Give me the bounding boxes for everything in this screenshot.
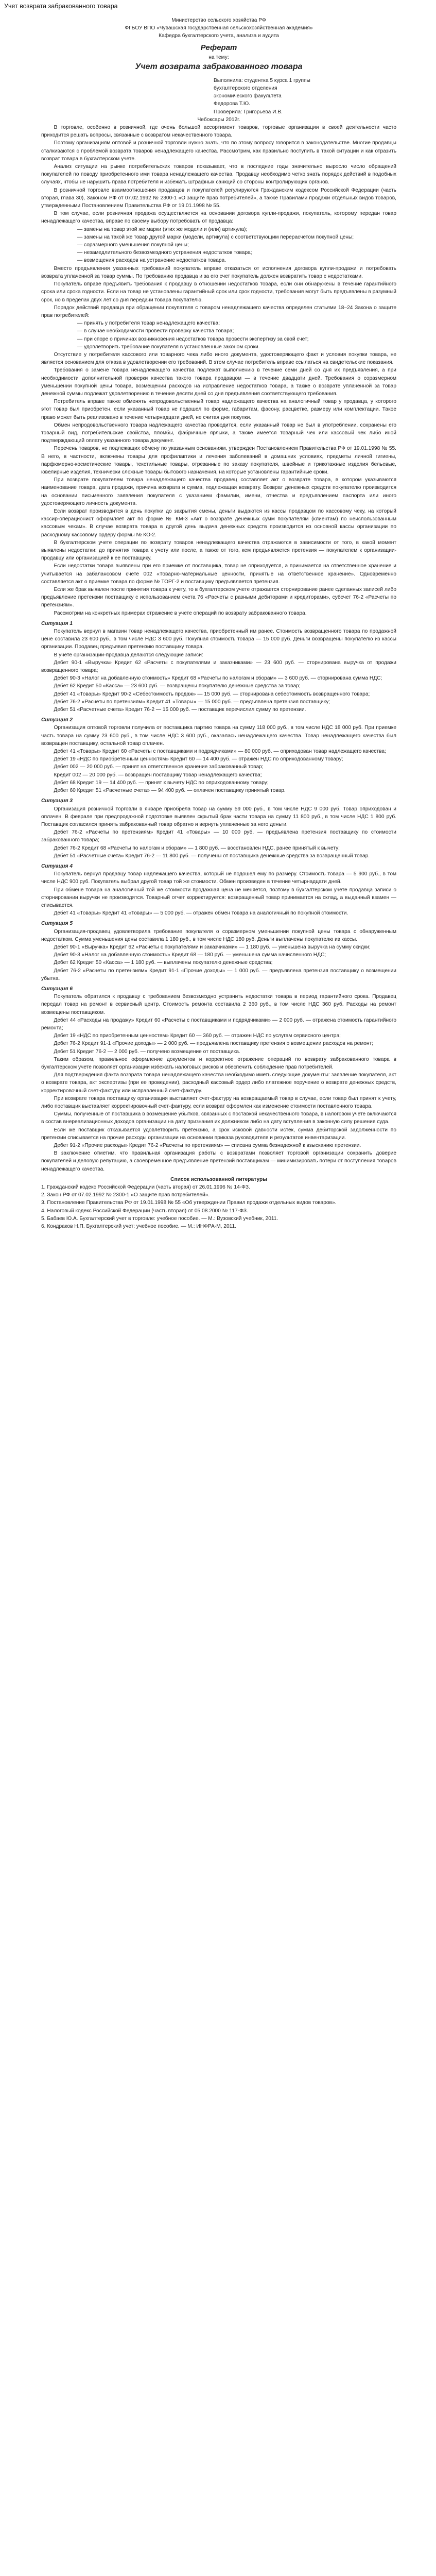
paragraph: При возврате покупателем товара ненадлежащего качества продавец составляет акт о возврате товара, в котором указываются наименование товара, дата продажи, причина возврата и сумма, подлежащая возврату. Возврат денежных средств покупателю производится на основании письменного заявления покупателя с указанием фамилии, имени, отчества и предъявлением паспорта или иного удостоверяющего личность документа. <box>41 477 396 506</box>
section-heading: Ситуация 2 <box>41 717 73 723</box>
list-item: — незамедлительного безвозмездного устранения недостатков товара; <box>77 250 252 256</box>
section-heading: Ситуация 3 <box>41 798 73 804</box>
paragraph: При обмене товара на аналогичный той же стоимости продажная цена не меняется, поэтому в бухгалтерском учете продавца записи о сторнировании выручки не производятся. Товарный отчет корректируется: возвращенный товар принимается на склад, а выданный взамен — списывается. <box>41 887 396 908</box>
paragraph: Для подтверждения факта возврата товара ненадлежащего качества необходимо иметь следующие документы: заявление покупателя, акт о возврате товара, акт экспертизы (при ее проведении), расходный кассовый ордер либо платежное поручение о возврате денежных средств, корректировочный счет-фактуру или исправленный счет-фактуру. <box>41 1072 396 1094</box>
paragraph: Вместо предъявления указанных требований покупатель вправе отказаться от исполнения договора купли-продажи и потребовать возврата уплаченной за товар суммы. По требованию продавца и за его счет покупатель должен возвратить товар с недостатками. <box>41 265 396 279</box>
paragraph: Если недостатки товара выявлены при его приемке от поставщика, товар не оприходуется, а принимается на ответственное хранение и учитывается на забалансовом счете 002 «Товарно-материальные ценности, принятые на ответственное хранение». Одновременно составляется акт о приемке товара по форме № ТОРГ-2 и поставщику предъявляется претензия. <box>41 563 396 585</box>
paragraph: Организация розничной торговли в январе приобрела товар на сумму 59 000 руб., в том числе НДС 9 000 руб. Товар оприходован и оплачен. В феврале при предпродажной подготовке выявлен скрытый брак части товара на сумму 11 800 руб., в том числе НДС 1 800 руб. Поставщик согласился принять забракованный товар обратно и вернуть уплаченные за него деньги. <box>41 806 396 827</box>
paragraph: Отсутствие у потребителя кассового или товарного чека либо иного документа, удостоверяющего факт и условия покупки товара, не является основанием для отказа в удовлетворении его требований. В этом случае потребитель вправе ссылаться на свидетельские показания. <box>41 351 396 366</box>
paragraph: В заключение отметим, что правильная организация работы с возвратами позволяет торговой организации сохранить доверие покупателей и деловую репутацию, а своевременное предъявление претензий поставщикам — минимизировать потери от поступления товаров ненадлежащего качества. <box>41 1150 396 1172</box>
paragraph: Суммы, полученные от поставщика в возмещение убытков, связанных с поставкой некачественного товара, в налоговом учете включаются в состав внереализационных доходов организации на дату признания их должником либо на дату вступления в законную силу решения суда. <box>41 1111 396 1125</box>
list-item: — соразмерного уменьшения покупной цены; <box>77 242 189 248</box>
paragraph: Чебоксары 2012г. <box>197 116 240 123</box>
paragraph: Дебет 41 «Товары» Кредит 41 «Товары» — 5 000 руб. — отражен обмен товара на аналогичный по покупной стоимости. <box>54 910 348 917</box>
paragraph: В торговле, особенно в розничной, где очень большой ассортимент товаров, торговые организации в своей деятельности часто приходится решать вопросы, связанные с возвратом некачественного товара. <box>41 125 396 139</box>
list-item: — замены на товар этой же марки (этих же модели и (или) артикула); <box>77 226 248 232</box>
paragraph: Организация-продавец удовлетворила требование покупателя о соразмерном уменьшении покупной цены товара с обнаруженным недостатком. Сумма уменьшения цены составила 1 180 руб., в том числе НДС 180 руб. Деньги выплачены покупателю из кассы. <box>41 928 396 942</box>
author-line: Федорова Т.Ю. <box>214 101 250 107</box>
paragraph: ФГБОУ ВПО «Чувашская государственная сельскохозяйственная академия» <box>125 25 313 31</box>
paragraph: Дебет 90-3 «Налог на добавленную стоимость» Кредит 68 «Расчеты по налогам и сборам» — 3 600 руб. — сторнирована сумма НДС; <box>54 675 382 682</box>
section-heading: Ситуация 1 <box>41 620 73 626</box>
paragraph: Дебет 90-1 «Выручка» Кредит 62 «Расчеты с покупателями и заказчиками» — 23 600 руб. — сторнирована выручка от продажи возвращенного товара; <box>41 659 396 674</box>
paragraph: Дебет 91-2 «Прочие расходы» Кредит 76-2 «Расчеты по претензиям» — списана сумма безнадежной к взысканию претензии. <box>54 1143 361 1149</box>
list-item: — принять у потребителя товар ненадлежащего качества; <box>77 320 220 327</box>
paragraph: Дебет 62 Кредит 50 «Касса» — 1 180 руб. — выплачены покупателю денежные средства; <box>54 960 273 966</box>
paragraph: Дебет 90-1 «Выручка» Кредит 62 «Расчеты с покупателями и заказчиками» — 1 180 руб. — уменьшена выручка на сумму скидки; <box>54 944 371 950</box>
report-heading: Реферат <box>200 43 237 52</box>
report-subject: Учет возврата забракованного товара <box>135 62 303 71</box>
paragraph: Покупатель обратился к продавцу с требованием безвозмездно устранить недостатки товара в период гарантийного срока. Продавец передал товар на ремонт в сервисный центр. Стоимость ремонта составила 2 360 руб., в том числе НДС 360 руб. Расходы на ремонт возмещены поставщиком. <box>41 994 396 1015</box>
list-item: — замены на такой же товар другой марки (модели, артикула) с соответствующим перерасчетом покупной цены; <box>77 234 354 240</box>
paragraph: Дебет 19 «НДС по приобретенным ценностям» Кредит 60 — 360 руб. — отражен НДС по услугам сервисного центра; <box>54 1033 341 1039</box>
paragraph: Таким образом, правильное оформление документов и корректное отражение операций по возврату забракованного товара в бухгалтерском учете позволяет организации избежать налоговых рисков и обеспечить соблюдение прав потребителей. <box>41 1056 396 1070</box>
paragraph: Кафедра бухгалтерского учета, анализа и аудита <box>159 33 279 39</box>
paragraph: В бухгалтерском учете операции по возврату товаров ненадлежащего качества отражаются в зависимости от того, в какой момент выявлены недостатки: до принятия товара к учету или после, а также от того, кем предъявляется претензия — покупателем к организации-продавцу или организацией к ее поставщику. <box>41 539 396 562</box>
paragraph: Министерство сельского хозяйства РФ <box>171 18 266 23</box>
paragraph: Рассмотрим на конкретных примерах отражение в учете операций по возврату забракованного товара. <box>54 610 307 616</box>
paragraph: Покупатель вправе предъявить требования к продавцу в отношении недостатков товара, если они обнаружены в течение гарантийного срока или срока годности. Если на товар не установлены гарантийный срок или срок годности, требования могут быть предъявлены в разумный срок, но в пределах двух лет со дня передачи товара покупателю. <box>41 281 396 303</box>
paragraph: Дебет 19 «НДС по приобретенным ценностям» Кредит 60 — 14 400 руб. — отражен НДС по оприходованному товару; <box>54 756 343 762</box>
paragraph: 5. Бабаев Ю.А. Бухгалтерский учет в торговле: учебное пособие. — М.: Вузовский учебник, 2011. <box>41 1215 278 1222</box>
section-heading: Список использованной литературы <box>170 1176 267 1182</box>
paragraph: 4. Налоговый кодекс Российской Федерации (часть вторая) от 05.08.2000 № 117-ФЗ. <box>41 1208 248 1214</box>
paragraph: При возврате товара поставщику организация выставляет счет-фактуру на возвращаемый товар в случае, если товар был принят к учету, либо поставщик выставляет корректировочный счет-фактуру, если возврат оформлен как изменение стоимости поставленного товара. <box>41 1095 396 1110</box>
document-title: Учет возврата забракованного товара <box>4 3 118 10</box>
document-body <box>41 16 396 1230</box>
paragraph: Анализ ситуации на рынке потребительских товаров показывает, что в последние годы значительно выросло число обращений покупателей по поводу приобретенного ими товара ненадлежащего качества. Продавцу необходимо четко знать порядок действий в подобных случаях, чтобы не нарушить права потребителя и избежать штрафных санкций со стороны контролирующих органов. <box>41 164 396 185</box>
paragraph: Дебет 002 — 20 000 руб. — принят на ответственное хранение забракованный товар; <box>54 764 264 770</box>
paragraph: Дебет 76-2 «Расчеты по претензиям» Кредит 91-1 «Прочие доходы» — 1 000 руб. — предъявлена претензия поставщику о возмещении убытка. <box>41 968 396 981</box>
paragraph: Порядок действий продавца при обращении покупателя с товаром ненадлежащего качества определен статьями 18–24 Закона о защите прав потребителей: <box>41 304 396 318</box>
paragraph: Если же брак выявлен после принятия товара к учету, то в бухгалтерском учете отражается сторнирование ранее сделанных записей либо предъявление претензии поставщику с использованием счета 76 «Расчеты с разными дебиторами и кредиторами», субсчет 76-2 «Расчеты по претензиям». <box>41 587 396 608</box>
list-item: — в случае необходимости провести проверку качества товара; <box>77 328 234 334</box>
paragraph: Организация оптовой торговли получила от поставщика партию товара на сумму 118 000 руб., в том числе НДС 18 000 руб. При приемке часть товара на сумму 23 600 руб., в том числе НДС 3 600 руб., оказалась ненадлежащего качества. Товар ненадлежащего качества был возвращен поставщику, остальной товар оплачен. <box>41 725 396 747</box>
paragraph: Обмен непродовольственного товара надлежащего качества проводится, если указанный товар не был в употреблении, сохранены его товарный вид, потребительские свойства, пломбы, фабричные ярлыки, а также имеется товарный чек или кассовый чек либо иной подтверждающий оплату указанного товара документ. <box>41 422 396 444</box>
paragraph: Покупатель вернул продавцу товар надлежащего качества, который не подошел ему по размеру. Стоимость товара — 5 900 руб., в том числе НДС 900 руб. Покупатель выбрал другой товар той же стоимости. Обмен произведен в течение четырнадцати дней. <box>41 871 396 885</box>
paragraph: В розничной торговле взаимоотношения продавцов и покупателей регулируются Гражданским кодексом Российской Федерации (часть вторая, глава 30), Законом РФ от 07.02.1992 № 2300-1 «О защите прав потребителей», а также Правилами продажи отдельных видов товаров, утвержденными Постановлением Правительства РФ от 19.01.1998 № 55. <box>41 187 396 209</box>
paragraph: на тему: <box>208 54 229 60</box>
paragraph: Дебет 44 «Расходы на продажу» Кредит 60 «Расчеты с поставщиками и подрядчиками» — 2 000 руб. — отражена стоимость гарантийного ремонта; <box>41 1017 396 1031</box>
paragraph: 1. Гражданский кодекс Российской Федерации (часть вторая) от 26.01.1996 № 14-ФЗ. <box>41 1184 250 1191</box>
section-heading: Ситуация 6 <box>41 986 73 992</box>
paragraph: Дебет 90-3 «Налог на добавленную стоимость» Кредит 68 — 180 руб. — уменьшена сумма начисленного НДС; <box>54 952 326 958</box>
author-line: бухгалтерского отделения <box>214 86 277 92</box>
paragraph: Дебет 76-2 «Расчеты по претензиям» Кредит 41 «Товары» — 15 000 руб. — предъявлена претензия поставщику; <box>54 699 330 705</box>
list-item: — при споре о причинах возникновения недостатков товара провести экспертизу за свой счет; <box>77 336 309 342</box>
paragraph: Дебет 76-2 Кредит 91-1 «Прочие доходы» — 2 000 руб. — предъявлена поставщику претензия о возмещении расходов на ремонт; <box>54 1041 374 1047</box>
section-heading: Ситуация 4 <box>41 863 73 869</box>
paragraph: Если же поставщик отказывается удовлетворить претензию, а срок исковой давности истек, сумма дебиторской задолженности по претензии списывается на прочие расходы организации на основании приказа руководителя и результатов инвентаризации. <box>41 1127 396 1141</box>
list-item: — возмещения расходов на устранение недостатков товара. <box>77 258 226 264</box>
paragraph: Если возврат производится в день покупки до закрытия смены, деньги выдаются из кассы продавцом по кассовому чеку, на который кассир-операционист оформляет акт по форме № КМ-3 «Акт о возврате денежных сумм покупателям (клиентам) по неиспользованным кассовым чекам». В случае возврата товара в другой день выдача денежных средств производится из основной кассы организации по расходному кассовому ордеру формы № КО-2. <box>41 508 396 538</box>
paragraph: Дебет 41 «Товары» Кредит 60 «Расчеты с поставщиками и подрядчиками» — 80 000 руб. — оприходован товар надлежащего качества; <box>54 749 386 755</box>
paragraph: Дебет 60 Кредит 51 «Расчетные счета» — 94 400 руб. — оплачен поставщику принятый товар. <box>54 788 286 794</box>
paragraph: Потребитель вправе также обменять непродовольственный товар надлежащего качества на аналогичный товар у продавца, у которого этот товар был приобретен, если указанный товар не подошел по форме, габаритам, фасону, расцветке, размеру или комплектации. Такое право может быть реализовано в течение четырнадцати дней, не считая дня покупки. <box>41 399 396 420</box>
paragraph: В учете организации-продавца делаются следующие записи: <box>54 652 203 658</box>
list-item: — удовлетворить требование покупателя в установленные законом сроки. <box>77 344 260 350</box>
paragraph: Дебет 68 Кредит 19 — 14 400 руб. — принят к вычету НДС по оприходованному товару; <box>54 779 269 786</box>
paragraph: В том случае, если розничная продажа осуществляется на основании договора купли-продажи, покупатель, которому передан товар ненадлежащего качества, вправе по своему выбору потребовать от продавца: <box>41 211 396 225</box>
paragraph: Дебет 76-2 Кредит 68 «Расчеты по налогам и сборам» — 1 800 руб. — восстановлен НДС, ранее принятый к вычету; <box>54 845 340 851</box>
paragraph: Дебет 62 Кредит 50 «Касса» — 23 600 руб. — возвращены покупателю денежные средства за товар; <box>54 683 301 689</box>
paragraph: 6. Кондраков Н.П. Бухгалтерский учет: учебное пособие. — М.: ИНФРА-М, 2011. <box>41 1224 237 1230</box>
paragraph: Дебет 51 «Расчетные счета» Кредит 76-2 — 15 000 руб. — поставщик перечислил сумму по претензии. <box>54 707 306 713</box>
section-heading: Ситуация 5 <box>41 921 73 927</box>
paragraph: 3. Постановление Правительства РФ от 19.01.1998 № 55 «Об утверждении Правил продажи отдельных видов товаров». <box>41 1200 337 1206</box>
author-line: Выполнила: студентка 5 курса 1 группы <box>214 77 310 83</box>
author-line: экономического факультета <box>214 93 282 99</box>
paragraph: Требования о замене товара ненадлежащего качества подлежат выполнению в течение семи дней со дня их предъявления, а при необходимости дополнительной проверки качества такого товара продавцом — в течение двадцати дней. Требования о соразмерном уменьшении покупной цены товара, возмещении расходов на исправление недостатков товара, а также о возврате уплаченной за товар денежной суммы подлежат удовлетворению в течение десяти дней со дня предъявления соответствующего требования. <box>41 367 396 397</box>
paragraph: Дебет 76-2 «Расчеты по претензиям» Кредит 41 «Товары» — 10 000 руб. — предъявлена претензия поставщику по стоимости забракованного товара; <box>41 829 396 843</box>
paragraph: 2. Закон РФ от 07.02.1992 № 2300-1 «О защите прав потребителей». <box>41 1192 210 1198</box>
paragraph: Поэтому организациям оптовой и розничной торговли нужно знать, что по этому вопросу говорится в законодательстве. Многие продавцы сталкиваются с проблемой возврата товаров ненадлежащего качества. Рассмотрим, как правильно поступить в такой ситуации и как отразить возврат товара в бухгалтерском учете. <box>41 140 396 162</box>
paragraph: Дебет 51 «Расчетные счета» Кредит 76-2 — 11 800 руб. — получены от поставщика денежные средства за возвращенный товар. <box>54 853 370 859</box>
paragraph: Дебет 51 Кредит 76-2 — 2 000 руб. — получено возмещение от поставщика. <box>54 1048 240 1055</box>
paragraph: Покупатель вернул в магазин товар ненадлежащего качества, приобретенный им ранее. Стоимость возвращенного товара по продажной цене составила 23 600 руб., в том числе НДС 3 600 руб. Покупная стоимость товара — 15 000 руб. Деньги возвращены покупателю из кассы организации. Продавец предъявил претензию поставщику товара. <box>41 629 396 650</box>
paragraph: Кредит 002 — 20 000 руб. — возвращен поставщику товар ненадлежащего качества; <box>54 772 262 778</box>
paragraph: Перечень товаров, не подлежащих обмену по указанным основаниям, утвержден Постановлением Правительства РФ от 19.01.1998 № 55. В него, в частности, включены товары для профилактики и лечения заболеваний в домашних условиях, предметы личной гигиены, парфюмерно-косметические товары, текстильные товары, отрезанные по заказу покупателя, швейные и трикотажные изделия бельевые, ювелирные изделия, технически сложные товары бытового назначения, на которые установлены гарантийные сроки. <box>41 446 396 475</box>
author-line: Проверила: Григорьева И.В. <box>214 109 283 115</box>
paragraph: Дебет 41 «Товары» Кредит 90-2 «Себестоимость продаж» — 15 000 руб. — сторнирована себестоимость возвращенного товара; <box>54 691 370 697</box>
